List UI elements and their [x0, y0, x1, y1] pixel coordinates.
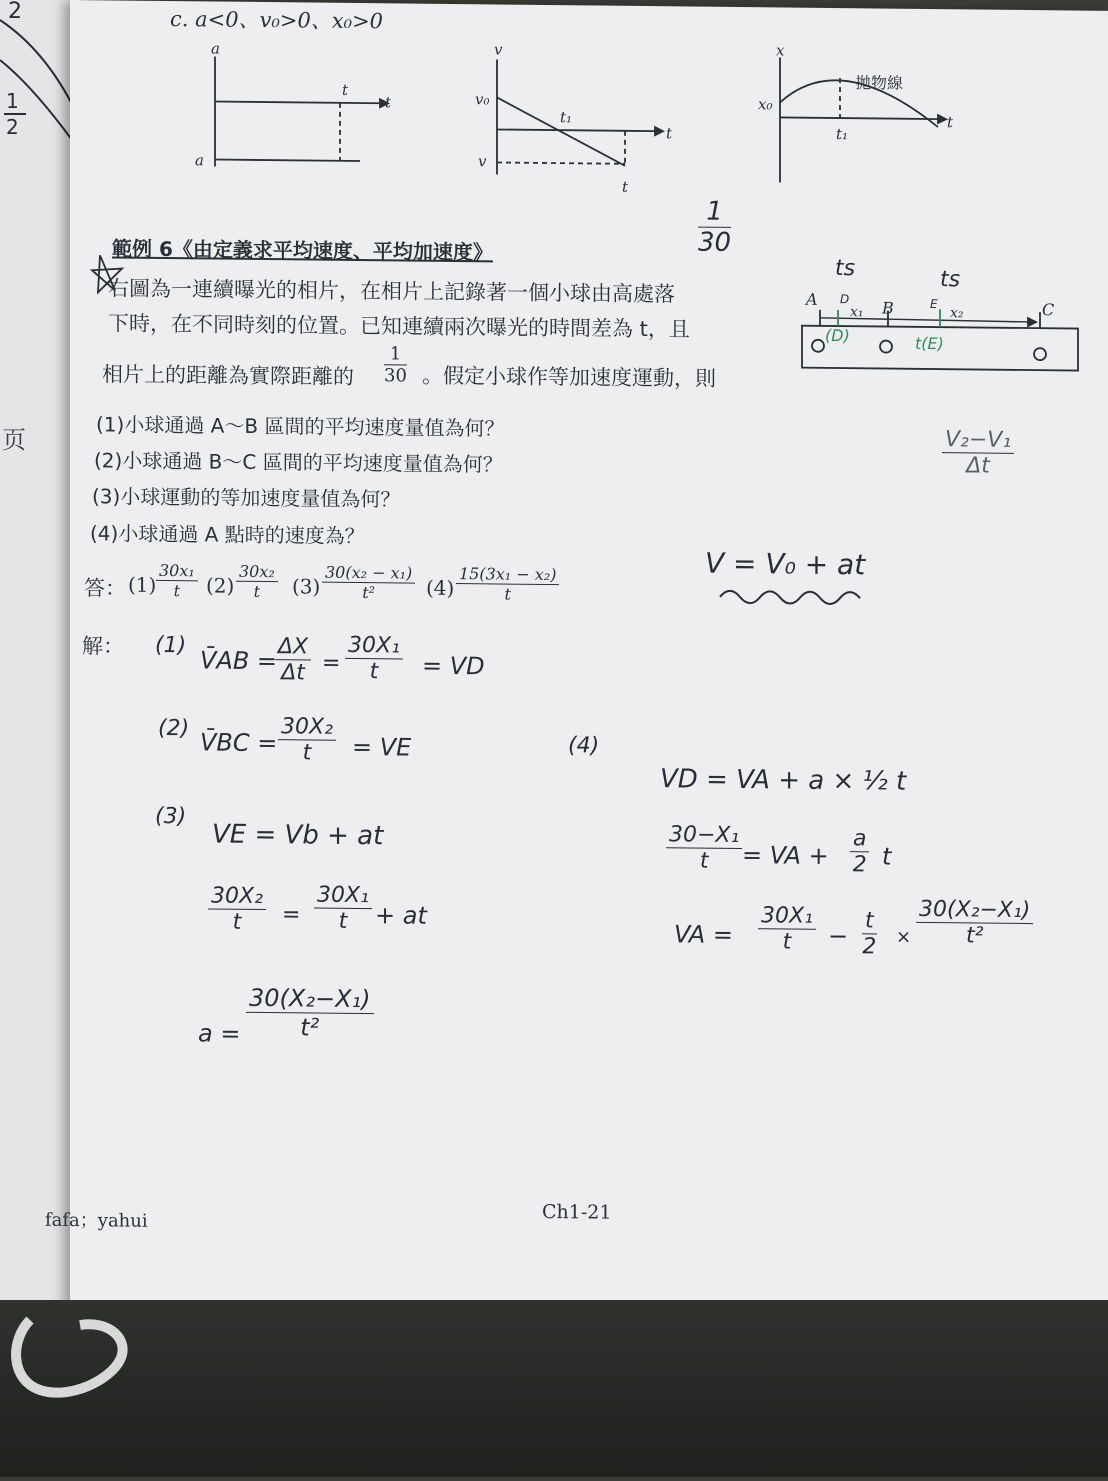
s1-c: $\frac{\text{30X₁}}{t}$ [345, 633, 403, 685]
answer-p4: (4) [426, 575, 455, 601]
s1-label: (1) [155, 632, 187, 659]
example-line-3b: 。假定小球作等加速度運動，則 [422, 363, 716, 391]
hand-ts-right: ts [940, 267, 961, 293]
s4-a-frac: $\frac{a}{2}$ [850, 826, 869, 877]
example-title: 範例 6《由定義求平均速度、平均加速度》 [112, 236, 493, 265]
s4-label: (4) [568, 733, 600, 759]
s3-line1: VE = Vb + at [212, 819, 384, 852]
g3-y-axis-label: x [776, 41, 785, 60]
example-line-3a: 相片上的距離為實際距離的 [102, 362, 354, 389]
hand-formula-right: V = V₀ + at [705, 546, 866, 582]
g3-x-axis-label: t [947, 113, 954, 132]
left-page-scribbles [0, 0, 80, 1320]
s4-eq-mid: = VA + [742, 841, 829, 870]
g2-x-axis-label: t [666, 124, 673, 143]
footer-left: fafa；yahui [45, 1209, 148, 1232]
s3-right-tail: + at [375, 901, 427, 930]
g2-t-mark: t [622, 177, 629, 196]
g1-t-mark: t [342, 80, 349, 99]
s4-line1: VD = VA + a × ½ t [660, 764, 907, 797]
answer-f4: $\frac{\text{15(3x₁ − x₂)}}{t}$ [456, 564, 559, 604]
g2-t1-mark: t₁ [560, 108, 573, 127]
s4-t: t [882, 842, 892, 871]
g2-v0-mark: v₀ [475, 90, 490, 109]
answer-f2: $\frac{\text{30x₂}}{t}$ [236, 562, 278, 601]
hand-right-fraction: $\frac{\text{V₂−V₁}}{\Delta t}$ [942, 427, 1014, 479]
s1-d: = VD [422, 651, 485, 681]
svg-text:2: 2 [6, 115, 19, 139]
answer-f3: $\frac{\text{30(x₂ − x₁)}}{\text{t²}}$ [322, 563, 415, 603]
diagram-x1: x₁ [850, 304, 864, 321]
graph-1-acceleration [215, 57, 388, 169]
s4-minus: − [828, 921, 849, 951]
answer-label: 答： [84, 576, 126, 601]
answer-p2: (2) [206, 573, 235, 598]
s3-a-frac: $\frac{\text{30(X₂−X₁)}}{\text{t²}}$ [246, 984, 374, 1042]
page-number: Ch1-21 [542, 1200, 612, 1224]
fabric-logo [0, 1300, 1108, 1477]
question-4: (4)小球通過 A 點時的速度為？ [90, 521, 365, 549]
hand-top-fraction: $\frac{1}{30}$ [698, 196, 732, 258]
s3-left-frac: $\frac{\text{30X₂}}{t}$ [208, 883, 266, 935]
diagram-A: A [806, 289, 818, 309]
graph-condition: c. a<0、v₀>0、x₀>0 [170, 7, 384, 34]
g2-y-axis-label: v [494, 40, 503, 59]
s2-c: = VE [352, 732, 412, 762]
s4-left-frac: $\frac{\text{30−X₁}}{t}$ [666, 822, 742, 874]
s3-right-frac: $\frac{\text{30X₁}}{t}$ [314, 883, 372, 935]
g1-a-mark: a [195, 151, 204, 170]
question-1: (1)小球通過 A～B 區間的平均速度量值為何？ [96, 412, 505, 441]
s3-eq: = [282, 902, 301, 928]
squiggle-underline [720, 591, 860, 604]
s2-a: V̄BC = [200, 728, 278, 758]
s4-va: VA = [674, 920, 733, 949]
g1-y-axis-label: a [211, 39, 220, 58]
hand-mark-E: t(E) [915, 333, 944, 354]
s4-times: × [896, 926, 912, 948]
left-margin-char: 页 [2, 426, 26, 454]
g1-x-axis-label: t [385, 93, 392, 112]
s4-f3: $\frac{\text{30(X₂−X₁)}}{\text{t²}}$ [916, 897, 1033, 949]
question-3: (3)小球運動的等加速度量值為何？ [92, 484, 401, 512]
table-background [0, 1300, 1108, 1477]
s1-a: V̄AB = [200, 646, 278, 676]
g3-curve-label: 拋物線 [855, 73, 904, 93]
s3-a-prefix: a = [198, 1019, 241, 1048]
left-adjacent-page [0, 0, 80, 1320]
g3-t1-mark: t₁ [836, 125, 849, 144]
example-line-1: 右圖為一連續曝光的相片，在相片上記錄著一個小球由高處落 [108, 276, 675, 307]
question-2: (2)小球通過 B～C 區間的平均速度量值為何？ [94, 448, 503, 477]
s1-b: $\frac{\Delta X}{\Delta t}$ [275, 634, 311, 685]
hand-mark-D: (D) [825, 325, 850, 346]
s2-label: (2) [158, 715, 190, 742]
textbook-page [45, 0, 1108, 1336]
s1-eq: = [322, 650, 341, 676]
answer-f1: $\frac{\text{30x₁}}{t}$ [156, 561, 198, 600]
diagram-C: C [1042, 300, 1055, 320]
solution-label: 解： [82, 634, 124, 659]
diagram-B: B [882, 298, 894, 318]
answer-p1: (1) [128, 572, 157, 597]
s3-label: (3) [155, 803, 187, 830]
g2-v-mark: v [478, 152, 487, 171]
svg-text:1: 1 [6, 89, 19, 113]
s4-f1: $\frac{\text{30X₁}}{t}$ [758, 903, 816, 955]
hand-ts-left: ts [835, 256, 856, 282]
s2-b: $\frac{\text{30X₂}}{t}$ [278, 714, 336, 766]
example-ratio-fraction: $\frac{1}{30}$ [384, 343, 407, 387]
g3-x0-mark: x₀ [758, 95, 773, 114]
diagram-x2: x₂ [950, 305, 964, 322]
svg-text:2: 2 [8, 0, 22, 24]
hand-diag-E: E [930, 297, 938, 312]
s4-f2: $\frac{t}{2}$ [862, 908, 877, 960]
answer-p3: (3) [292, 574, 321, 599]
graph-2-velocity [497, 59, 663, 176]
hand-diag-D: D [840, 292, 850, 307]
example-line-2: 下時，在不同時刻的位置。已知連續兩次曝光的時間差為 t，且 [108, 311, 690, 342]
